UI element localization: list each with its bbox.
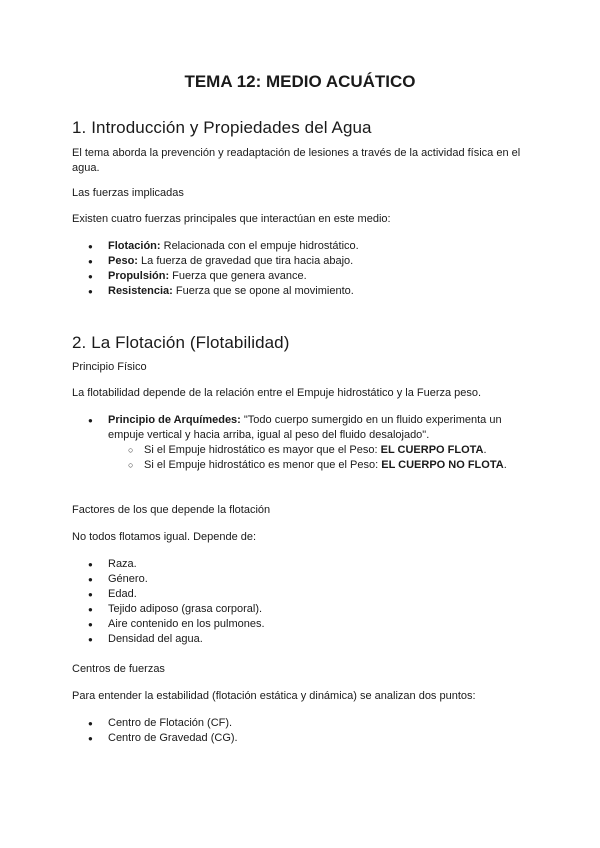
forces-lead: Existen cuatro fuerzas principales que interactúan en este medio: [72, 213, 391, 225]
list-item [72, 284, 528, 299]
forces-list [72, 239, 528, 299]
factors-lead: No todos flotamos igual. Depende de: [72, 531, 257, 543]
case-text: Si el Empuje hidrostático es menor que el Peso: [144, 459, 382, 471]
list-item: ● Tejido adiposo (grasa corporal). [72, 602, 528, 617]
sub-list-item [108, 443, 528, 458]
list-item [72, 254, 528, 269]
list-item-term: Propulsión: [108, 270, 170, 282]
list-item [72, 269, 528, 284]
list-item-term: Flotación: [108, 240, 161, 252]
case-text: Si el Empuje hidrostático es mayor que el Peso: [144, 444, 381, 456]
list-item-desc: La fuerza de gravedad que tira hacia abajo. [137, 255, 354, 267]
list-item: ● Aire contenido en los pulmones. [72, 617, 528, 632]
list-item [72, 413, 528, 473]
case-end: . [503, 459, 507, 471]
list-item: ● Edad. [72, 587, 528, 602]
factors-list [72, 557, 528, 647]
list-item-desc: Fuerza que se opone al movimiento. [172, 285, 354, 297]
principle-lead: La flotabilidad depende de la relación entre el Empuje hidrostático y la Fuerza peso. [72, 387, 482, 399]
archimedes-term: Principio de Arquímedes: [108, 414, 241, 426]
list-item: ● Densidad del agua. [72, 632, 528, 647]
list-item-desc: Relacionada con el empuje hidrostático. [160, 240, 359, 252]
section-1-heading: 1. Introducción y Propiedades del Agua [72, 118, 372, 137]
list-item-desc: Fuerza que genera avance. [169, 270, 307, 282]
centers-list [72, 716, 528, 746]
section-2-heading: 2. La Flotación (Flotabilidad) [72, 333, 290, 352]
case-end: . [483, 444, 487, 456]
list-item: ● Centro de Flotación (CF). [72, 716, 528, 731]
list-item [72, 239, 528, 254]
list-item: ● Raza. [72, 557, 528, 572]
list-item-term: Resistencia: [108, 285, 173, 297]
archimedes-list [72, 413, 528, 473]
factors-heading: Factores de los que depende la flotación [72, 504, 271, 516]
case-result: EL CUERPO NO FLOTA [381, 459, 504, 471]
list-item-term: Peso: [108, 255, 138, 267]
archimedes-cases [108, 443, 528, 473]
principle-subheading: Principio Físico [72, 361, 147, 373]
sub-list-item [108, 458, 528, 473]
archimedes-desc: "Todo cuerpo sumergido en un fluido experimenta un empuje vertical y hacia arriba, igual al peso del fluido desalojado". [108, 414, 502, 441]
list-item: ● Género. [72, 572, 528, 587]
forces-subheading: Las fuerzas implicadas [72, 187, 184, 199]
document-title: TEMA 12: MEDIO ACUÁTICO [184, 72, 416, 91]
centers-heading: Centros de fuerzas [72, 663, 165, 675]
section-1-intro: El tema aborda la prevención y readaptación de lesiones a través de la actividad física en el agua. [72, 147, 521, 174]
list-item: ● Centro de Gravedad (CG). [72, 731, 528, 746]
centers-lead: Para entender la estabilidad (flotación estática y dinámica) se analizan dos puntos: [72, 690, 476, 702]
case-result: EL CUERPO FLOTA [380, 444, 484, 456]
